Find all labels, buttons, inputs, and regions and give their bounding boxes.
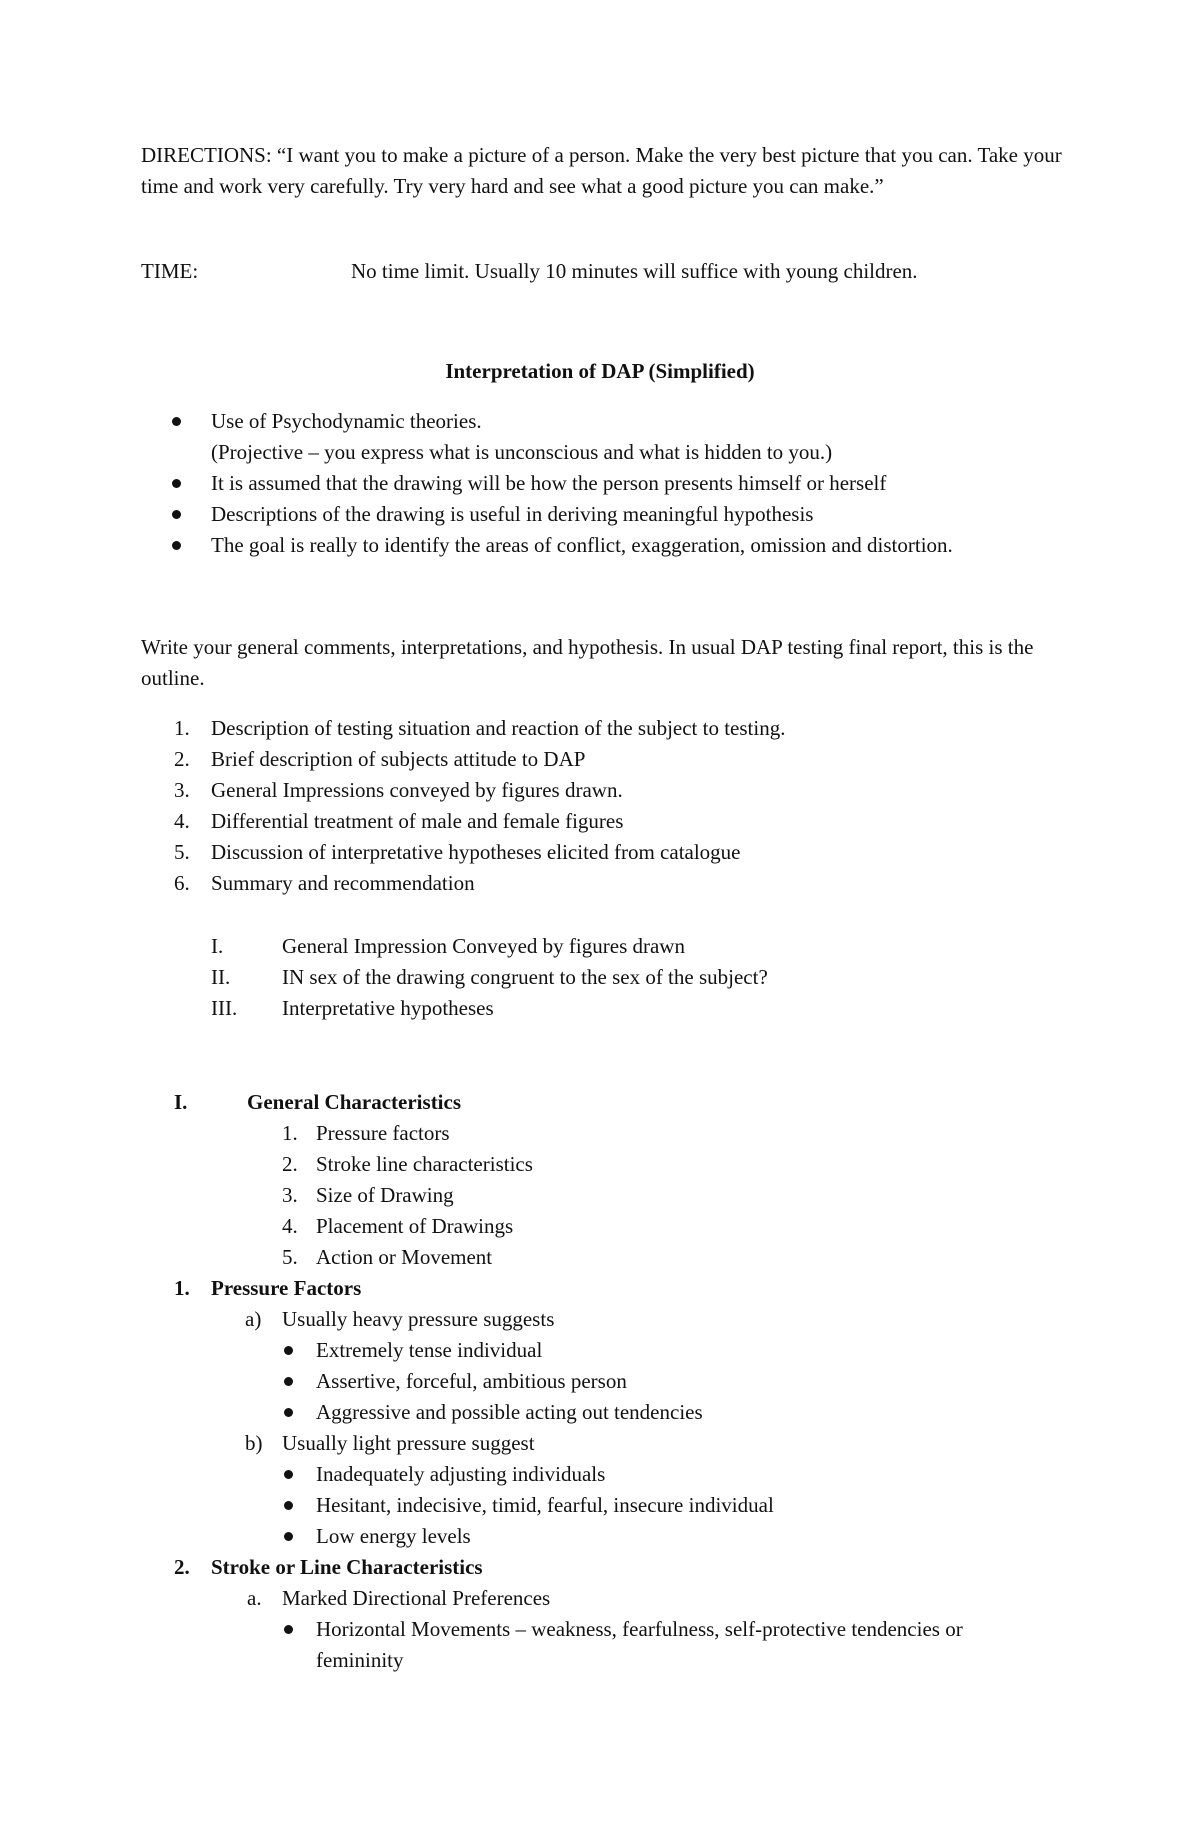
list-item-continuation — [0, 1645, 1200, 1676]
list-item — [0, 775, 1200, 806]
list-item — [0, 744, 1200, 775]
bullet-dot — [284, 1501, 293, 1510]
list-item — [0, 1211, 1200, 1242]
bullet-dot — [172, 541, 181, 550]
list-item — [0, 1242, 1200, 1273]
bullet-text: Assertive, forceful, ambitious person — [316, 1369, 627, 1393]
bullet-dot — [284, 1470, 293, 1479]
section-marker: 1. — [174, 1276, 190, 1300]
list-item — [0, 1335, 1200, 1366]
bullet-text: Use of Psychodynamic theories. — [211, 409, 482, 433]
bullet-text: The goal is really to identify the areas of conflict, exaggeration, omission and distortion. — [211, 533, 953, 557]
list-text: Usually heavy pressure suggests — [282, 1307, 555, 1331]
section-heading-text: General Characteristics — [247, 1090, 462, 1114]
list-text: Action or Movement — [316, 1245, 493, 1269]
list-marker: 3. — [282, 1183, 298, 1207]
section-heading-text: Stroke or Line Characteristics — [211, 1555, 483, 1579]
list-marker: 1. — [282, 1121, 298, 1145]
list-item — [0, 406, 1200, 437]
list-item — [0, 1583, 1200, 1614]
list-text: Marked Directional Preferences — [282, 1586, 551, 1610]
list-marker: 2. — [282, 1152, 298, 1176]
bullet-dot — [172, 479, 181, 488]
list-marker: 4. — [174, 809, 190, 833]
directions-label: DIRECTIONS: — [141, 143, 272, 167]
bullet-dot — [284, 1377, 293, 1386]
list-item — [0, 1304, 1200, 1335]
list-item — [0, 1366, 1200, 1397]
list-marker: II. — [211, 965, 231, 989]
bullet-text: Low energy levels — [316, 1524, 471, 1548]
list-item — [0, 962, 1200, 993]
bullet-dot — [284, 1346, 293, 1355]
section-heading-stroke — [0, 1552, 1200, 1583]
list-marker: 5. — [174, 840, 190, 864]
list-text: General Impression Conveyed by figures drawn — [282, 934, 685, 958]
list-text: Differential treatment of male and female figures — [211, 809, 624, 833]
directions-text: “I want you to make a picture of a person. Make the very best picture that you can. Take your time and work very carefully. Try very hard and see what a good picture you can make.” — [141, 143, 1062, 198]
list-text: Usually light pressure suggest — [282, 1431, 535, 1455]
list-item — [0, 806, 1200, 837]
list-item — [0, 868, 1200, 899]
time-text: No time limit. Usually 10 minutes will suffice with young children. — [351, 259, 918, 283]
list-item — [0, 1490, 1200, 1521]
list-item — [0, 993, 1200, 1024]
bullet-text: Horizontal Movements – weakness, fearfulness, self-protective tendencies or — [316, 1617, 963, 1641]
list-text: Discussion of interpretative hypotheses elicited from catalogue — [211, 840, 741, 864]
list-marker: I. — [211, 934, 224, 958]
bullet-dot — [172, 510, 181, 519]
list-marker: a) — [245, 1307, 262, 1331]
bullet-dot — [284, 1532, 293, 1541]
list-item — [0, 1180, 1200, 1211]
bullet-dot — [284, 1408, 293, 1417]
list-item — [0, 1459, 1200, 1490]
list-item — [0, 713, 1200, 744]
list-text: Pressure factors — [316, 1121, 450, 1145]
time-label: TIME: — [141, 259, 199, 283]
list-item — [0, 837, 1200, 868]
bullet-text: It is assumed that the drawing will be how the person presents himself or herself — [211, 471, 887, 495]
section-marker: I. — [174, 1090, 188, 1114]
list-item — [0, 468, 1200, 499]
list-text: Placement of Drawings — [316, 1214, 514, 1238]
bullet-text: Descriptions of the drawing is useful in deriving meaningful hypothesis — [211, 502, 814, 526]
bullet-continuation-text: (Projective – you express what is unconscious and what is hidden to you.) — [211, 440, 833, 464]
list-marker: b) — [245, 1431, 263, 1455]
list-item-continuation — [0, 437, 1200, 468]
list-item — [0, 931, 1200, 962]
list-text: IN sex of the drawing congruent to the sex of the subject? — [282, 965, 768, 989]
bullet-dot — [172, 417, 181, 426]
directions-paragraph — [141, 140, 1071, 202]
list-text: Summary and recommendation — [211, 871, 475, 895]
list-marker: 3. — [174, 778, 190, 802]
bullet-text: Hesitant, indecisive, timid, fearful, insecure individual — [316, 1493, 774, 1517]
list-item — [0, 1428, 1200, 1459]
list-marker: 5. — [282, 1245, 298, 1269]
list-marker: a. — [247, 1586, 262, 1610]
list-item — [0, 499, 1200, 530]
list-marker: 6. — [174, 871, 190, 895]
list-item — [0, 1521, 1200, 1552]
list-marker: III. — [211, 996, 238, 1020]
list-item — [0, 530, 1200, 561]
list-item — [0, 1149, 1200, 1180]
report-intro: Write your general comments, interpretations, and hypothesis. In usual DAP testing final report, this is the outline. — [141, 635, 1034, 690]
bullet-text: Extremely tense individual — [316, 1338, 543, 1362]
bullet-text: Inadequately adjusting individuals — [316, 1462, 606, 1486]
section-heading-general — [0, 1087, 1200, 1118]
bullet-continuation-text: femininity — [316, 1648, 404, 1672]
bullet-dot — [284, 1625, 293, 1634]
section-heading-text: Pressure Factors — [211, 1276, 362, 1300]
section-marker: 2. — [174, 1555, 190, 1579]
bullet-text: Aggressive and possible acting out tendencies — [316, 1400, 703, 1424]
section-heading-pressure — [0, 1273, 1200, 1304]
list-marker: 1. — [174, 716, 190, 740]
list-text: Size of Drawing — [316, 1183, 454, 1207]
interpretation-title: Interpretation of DAP (Simplified) — [445, 359, 755, 383]
list-marker: 4. — [282, 1214, 298, 1238]
list-marker: 2. — [174, 747, 190, 771]
list-text: Brief description of subjects attitude to DAP — [211, 747, 586, 771]
list-text: Stroke line characteristics — [316, 1152, 533, 1176]
list-text: Interpretative hypotheses — [282, 996, 494, 1020]
list-item — [0, 1397, 1200, 1428]
list-text: Description of testing situation and reaction of the subject to testing. — [211, 716, 786, 740]
list-item — [0, 1118, 1200, 1149]
list-item — [0, 1614, 1200, 1645]
list-text: General Impressions conveyed by figures drawn. — [211, 778, 623, 802]
